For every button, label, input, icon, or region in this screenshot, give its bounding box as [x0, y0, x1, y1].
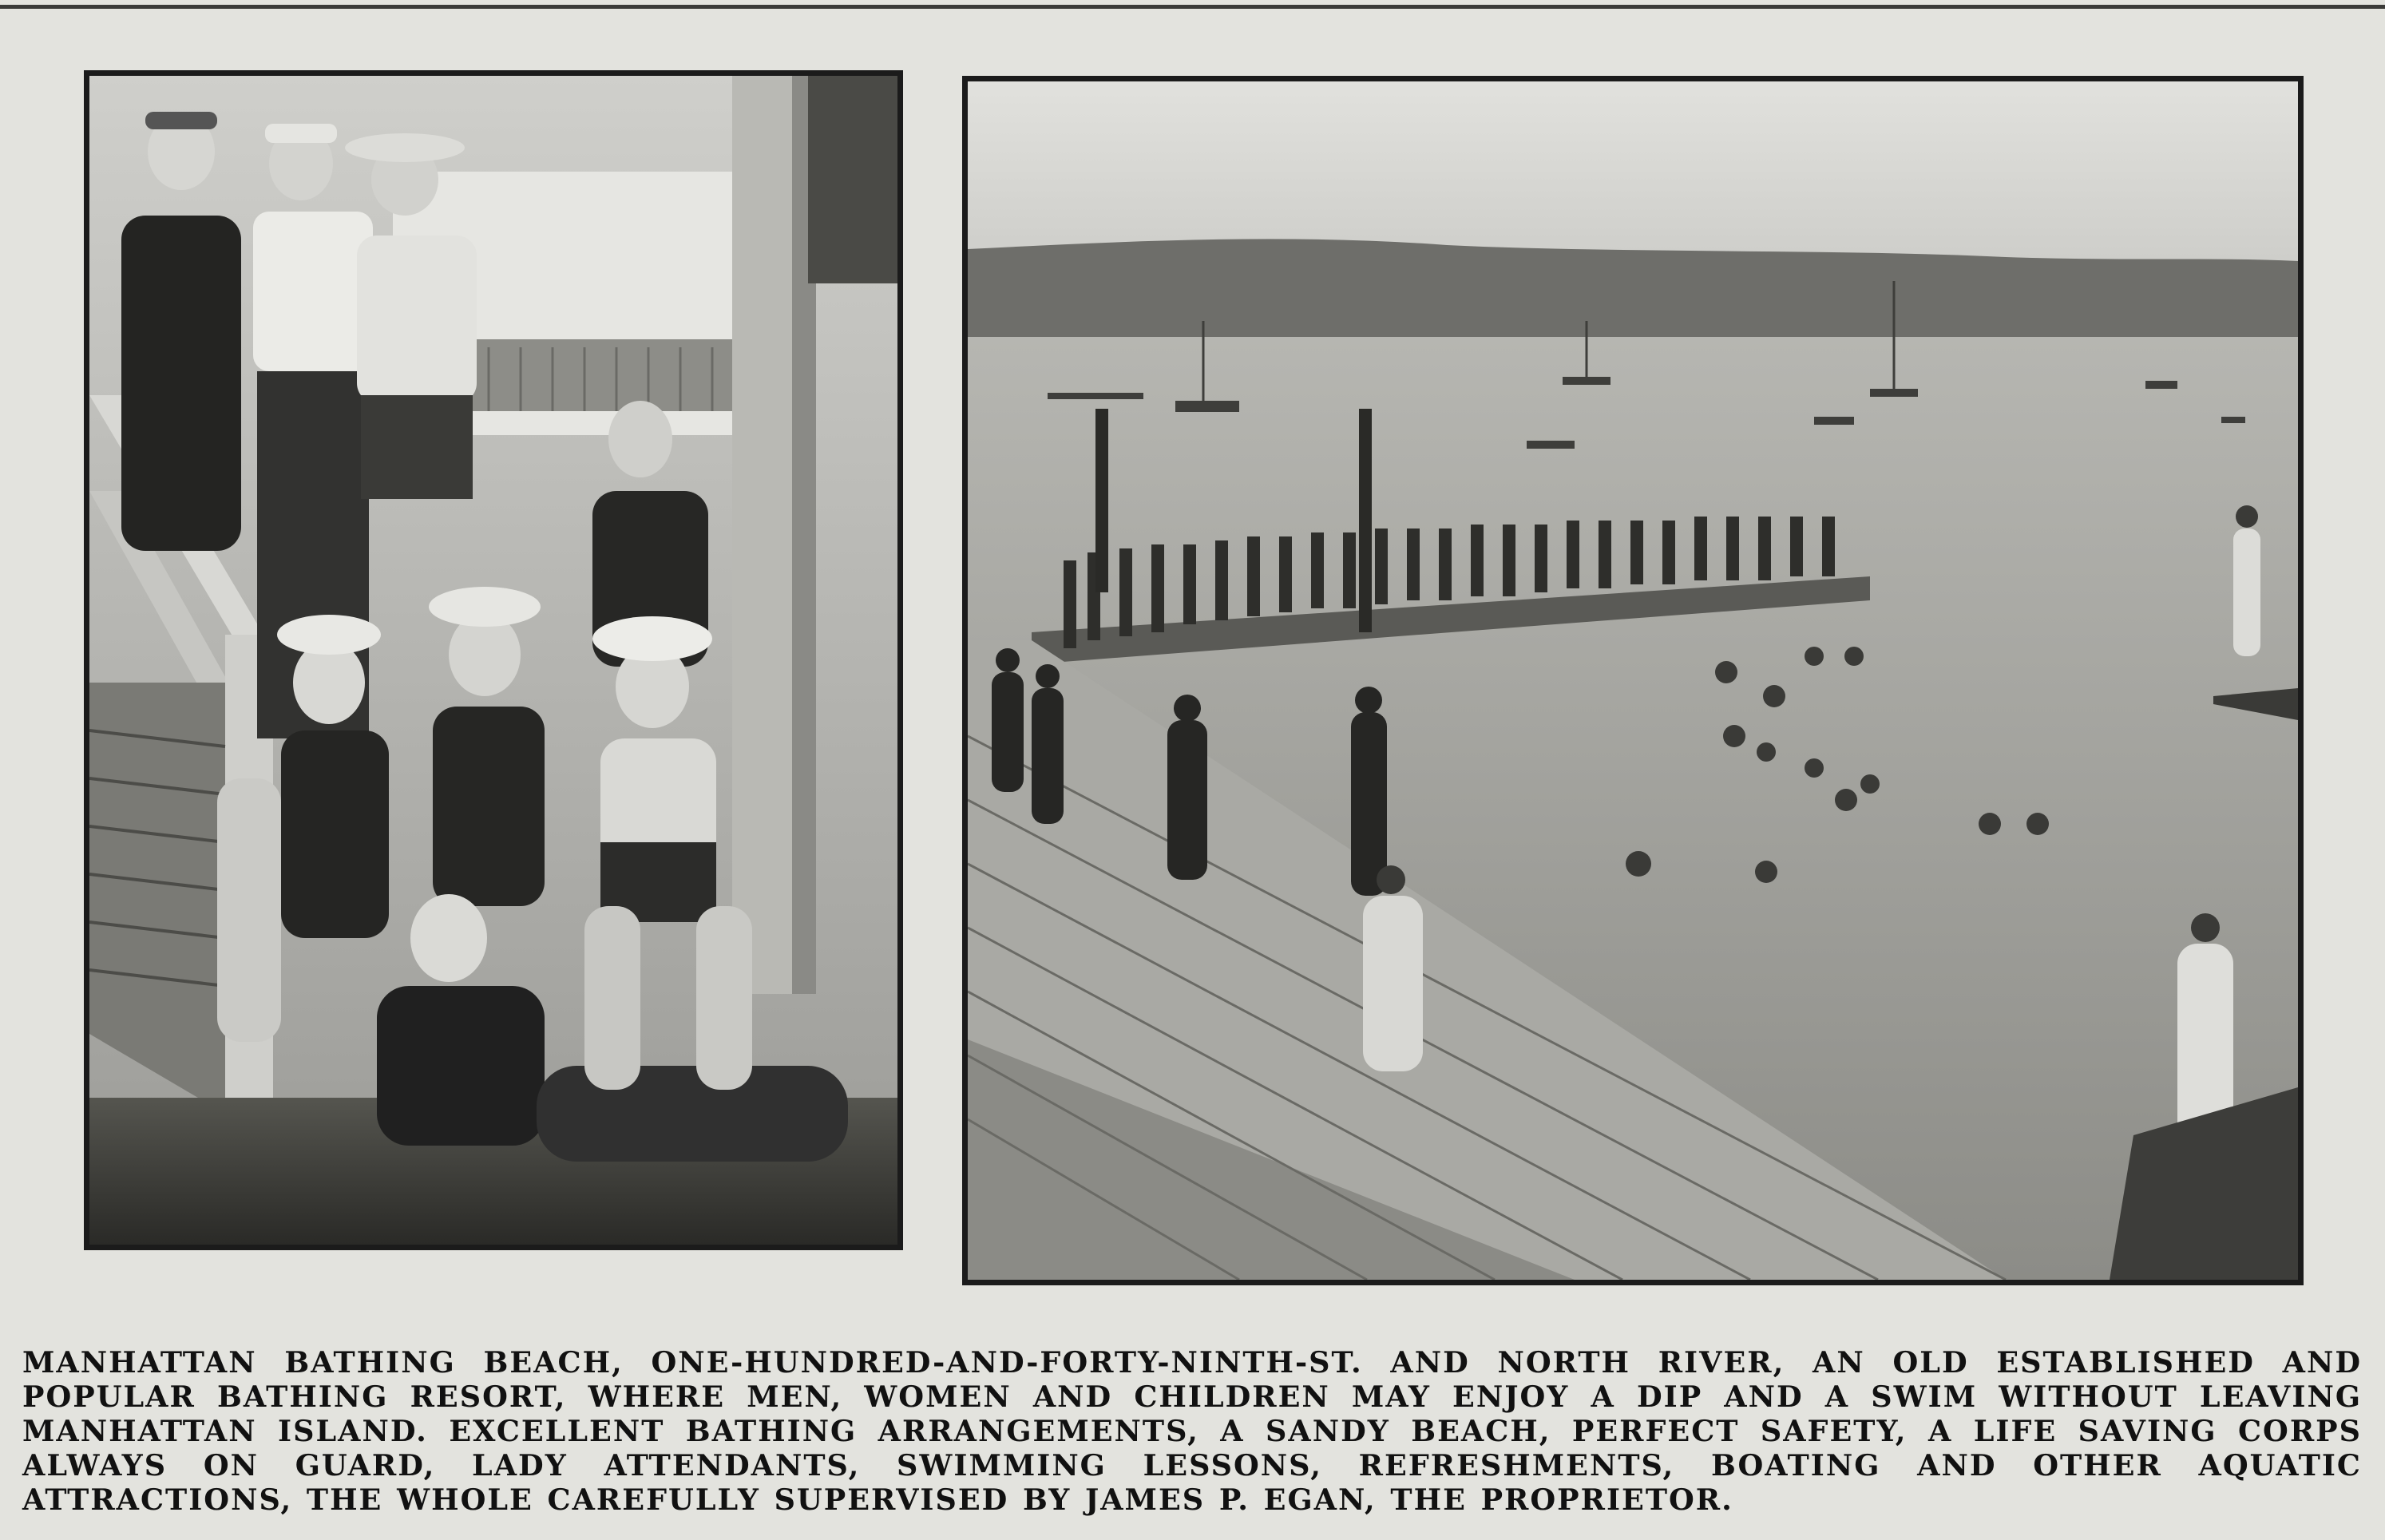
group-portrait-illustration [89, 76, 897, 1245]
photo-caption: MANHATTAN BATHING BEACH, ONE-HUNDRED-AND-FORTY-NINTH-ST. AND NORTH RIVER, AN OLD ESTABLISHED AND POPULAR BATHING RESORT, WHERE MEN, WOMEN AND CHILDREN MAY ENJOY A DIP AND A SWIM WITHOUT LEAVING MANHATTAN ISLAND. EXCELLENT BATHING ARRANGEMENTS, A SANDY BEACH, PERFECT SAFETY, A LIFE SAVING CORPS ALWAYS ON GUARD, LADY ATTENDANTS, SWIMMING LESSONS, REFRESHMENTS, BOATING AND OTHER AQUATIC ATTRACTIONS, THE WHOLE CAREFULLY SUPERVISED BY JAMES P. EGAN, THE PROPRIETOR. [22, 1345, 2362, 1517]
photo-bathing-pier [962, 76, 2304, 1285]
bathing-pier-illustration [968, 81, 2298, 1280]
top-rule [0, 5, 2385, 9]
photo-group-portrait [84, 70, 903, 1250]
